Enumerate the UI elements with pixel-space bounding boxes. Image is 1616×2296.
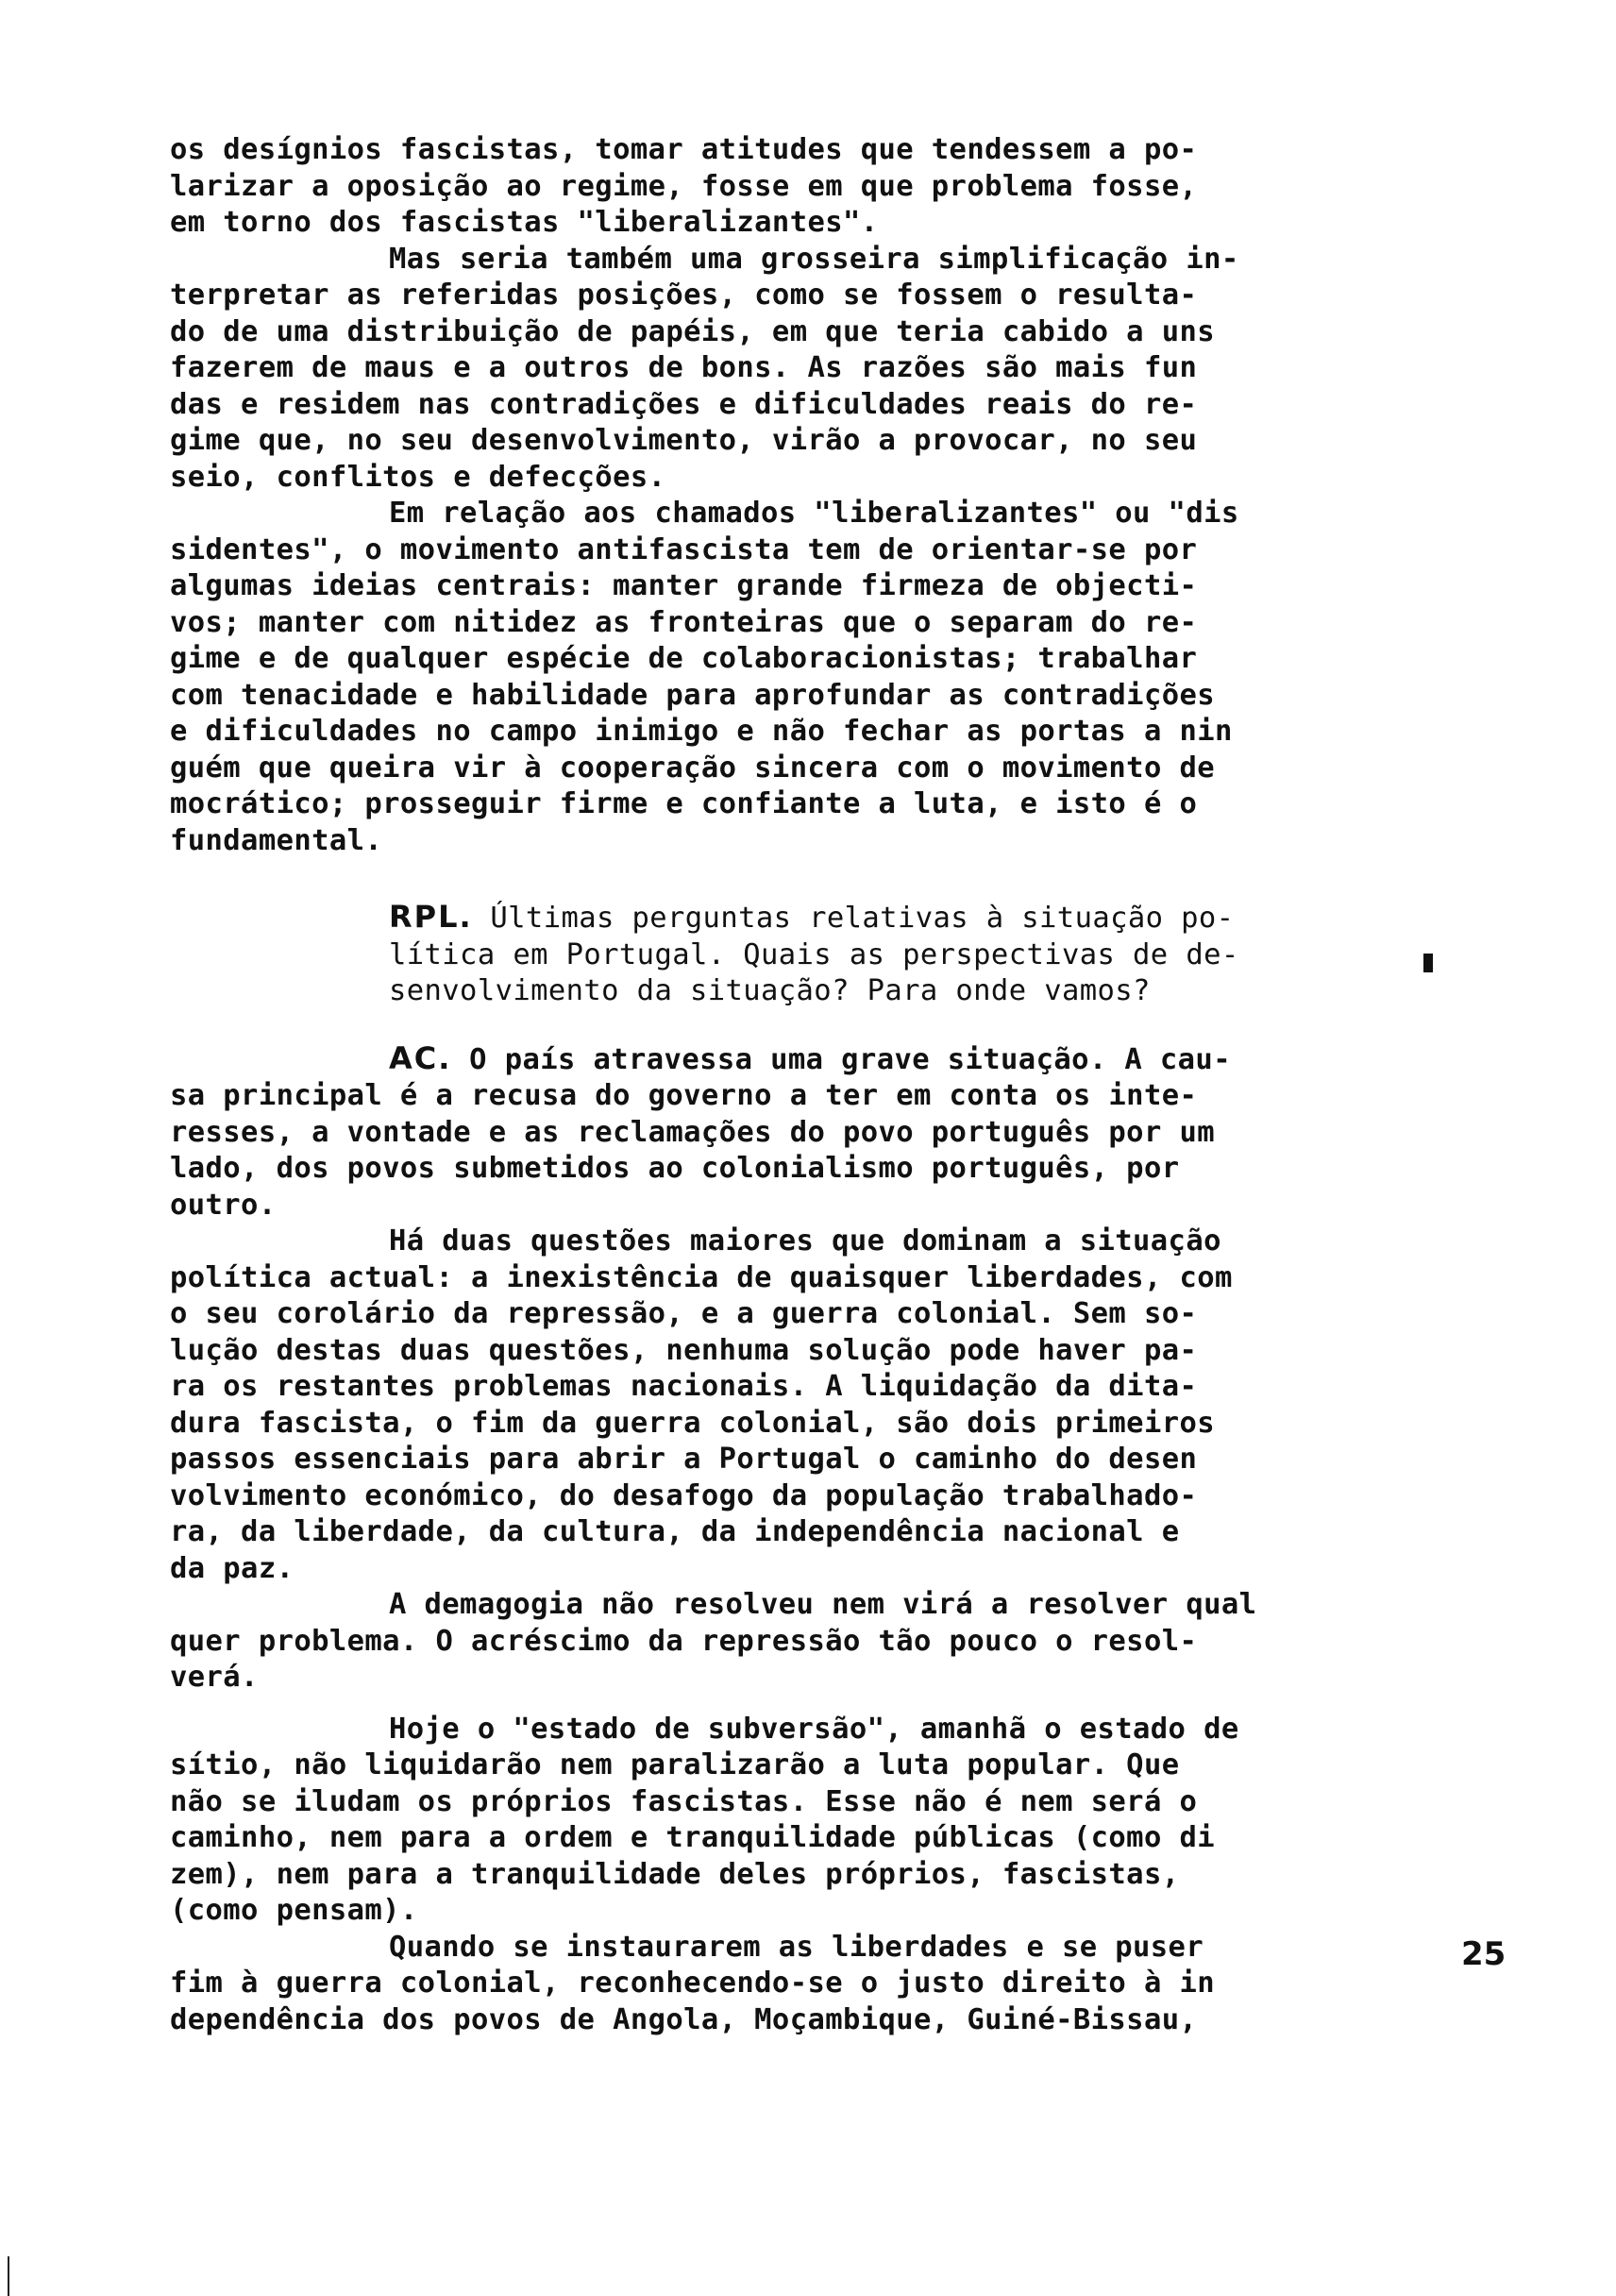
text-line: larizar a oposição ao regime, fosse em que problema fosse, [170,169,1198,203]
text-line: Hoje o "estado de subversão", amanhã o estado de [389,1712,1239,1746]
text-line: terpretar as referidas posições, como se fossem o resulta- [170,279,1198,312]
text-line: ra os restantes problemas nacionais. A liquidação da dita- [170,1370,1198,1403]
text-line: (como pensam). [170,1894,418,1927]
text-line: seio, conflitos e defecções. [170,460,666,494]
paragraph-6 [170,1587,1444,1697]
text-line: fundamental. [170,823,383,857]
answer-line: sa principal é a recusa do governo a ter em conta os inte- [170,1079,1198,1112]
text-line: Há duas questões maiores que dominam a situação [389,1224,1221,1258]
text-line: não se iludam os próprios fascistas. Esse não é nem será o [170,1784,1198,1818]
text-line: passos essenciais para abrir a Portugal o caminho do desen [170,1443,1198,1476]
text-line: Mas seria também uma grosseira simplificação in- [389,242,1239,276]
text-line: dura fascista, o fim da guerra colonial, são dois primeiros [170,1406,1215,1440]
text-line: verá. [170,1661,259,1694]
text-line: o seu corolário da repressão, e a guerra colonial. Sem so- [170,1297,1198,1330]
interview-answer [170,1040,1444,1224]
text-line: fim à guerra colonial, reconhecendo-se o justo direito à in [170,1967,1215,2000]
question-line [389,899,1444,937]
text-line: dependência dos povos de Angola, Moçambique, Guiné-Bissau, [170,2002,1198,2036]
end-of-section-mark [1423,954,1433,972]
speaker-label: RPL. [389,899,473,935]
text-line: gime e de qualquer espécie de colaboracionistas; trabalhar [170,642,1198,675]
text-line: gime que, no seu desenvolvimento, virão a provocar, no seu [170,424,1198,457]
paragraph-1 [170,132,1444,242]
answer-line [170,1040,1444,1079]
text-line: os desígnios fascistas, tomar atitudes que tendessem a po- [170,133,1198,166]
text-line: sidentes", o movimento antifascista tem de orientar-se por [170,532,1198,566]
text-line: algumas ideias centrais: manter grande firmeza de objecti- [170,569,1198,602]
text-line: Em relação aos chamados "liberalizantes" ou "dis [389,497,1239,530]
paragraph-5 [170,1224,1444,1587]
question-line: lítica em Portugal. Quais as perspectivas de de- [389,937,1239,971]
text-line: A demagogia não resolveu nem virá a resolver qual [389,1588,1257,1621]
text-line: do de uma distribuição de papéis, em que teria cabido a uns [170,314,1215,348]
text-line: guém que queira vir à cooperação sincera com o movimento de [170,751,1215,785]
text-line: com tenacidade e habilidade para aprofundar as contradições [170,678,1215,712]
text-line: em torno dos fascistas "liberalizantes". [170,206,879,239]
document-page [170,132,1444,2038]
answer-line: outro. [170,1188,277,1222]
text-line: da paz. [170,1551,295,1585]
text-line: ra, da liberdade, da cultura, da independência nacional e [170,1515,1180,1548]
paragraph-8 [170,1930,1444,2039]
text-line: vos; manter com nitidez as fronteiras que o separam do re- [170,605,1198,639]
text-line: quer problema. O acréscimo da repressão tão pouco o resol- [170,1624,1198,1658]
interview-question [389,899,1444,1010]
paragraph-2 [170,242,1444,497]
text-line: fazerem de maus e a outros de bons. As razões são mais fun [170,351,1198,384]
answer-text: O país atravessa uma grave situação. A cau- [469,1042,1231,1076]
answer-line: resses, a vontade e as reclamações do povo português por um [170,1115,1215,1149]
text-line: zem), nem para a tranquilidade deles próprios, fascistas, [170,1857,1180,1891]
text-line: política actual: a inexistência de quaisquer liberdades, com [170,1260,1233,1294]
text-line: volvimento económico, do desafogo da população trabalhado- [170,1478,1198,1512]
text-line: sítio, não liquidarão nem paralizarão a luta popular. Que [170,1748,1180,1781]
answer-line: lado, dos povos submetidos ao colonialismo português, por [170,1152,1180,1185]
speaker-label: AC. [389,1039,452,1076]
text-line: caminho, nem para a ordem e tranquilidade públicas (como di [170,1821,1215,1854]
question-line: senvolvimento da situação? Para onde vamos? [389,974,1151,1007]
page-number: 25 [1461,1935,1507,1973]
text-line: e dificuldades no campo inimigo e não fechar as portas a nin [170,715,1233,748]
scan-margin-mark [8,2256,9,2296]
paragraph-3 [170,496,1444,859]
text-line: Quando se instaurarem as liberdades e se puser [389,1930,1204,1964]
paragraph-7 [170,1712,1444,1930]
text-line: lução destas duas questões, nenhuma solução pode haver pa- [170,1333,1198,1367]
text-line: das e residem nas contradições e dificuldades reais do re- [170,387,1198,421]
question-text: Últimas perguntas relativas à situação po- [490,902,1235,935]
text-line: mocrático; prosseguir firme e confiante a luta, e isto é o [170,787,1198,820]
